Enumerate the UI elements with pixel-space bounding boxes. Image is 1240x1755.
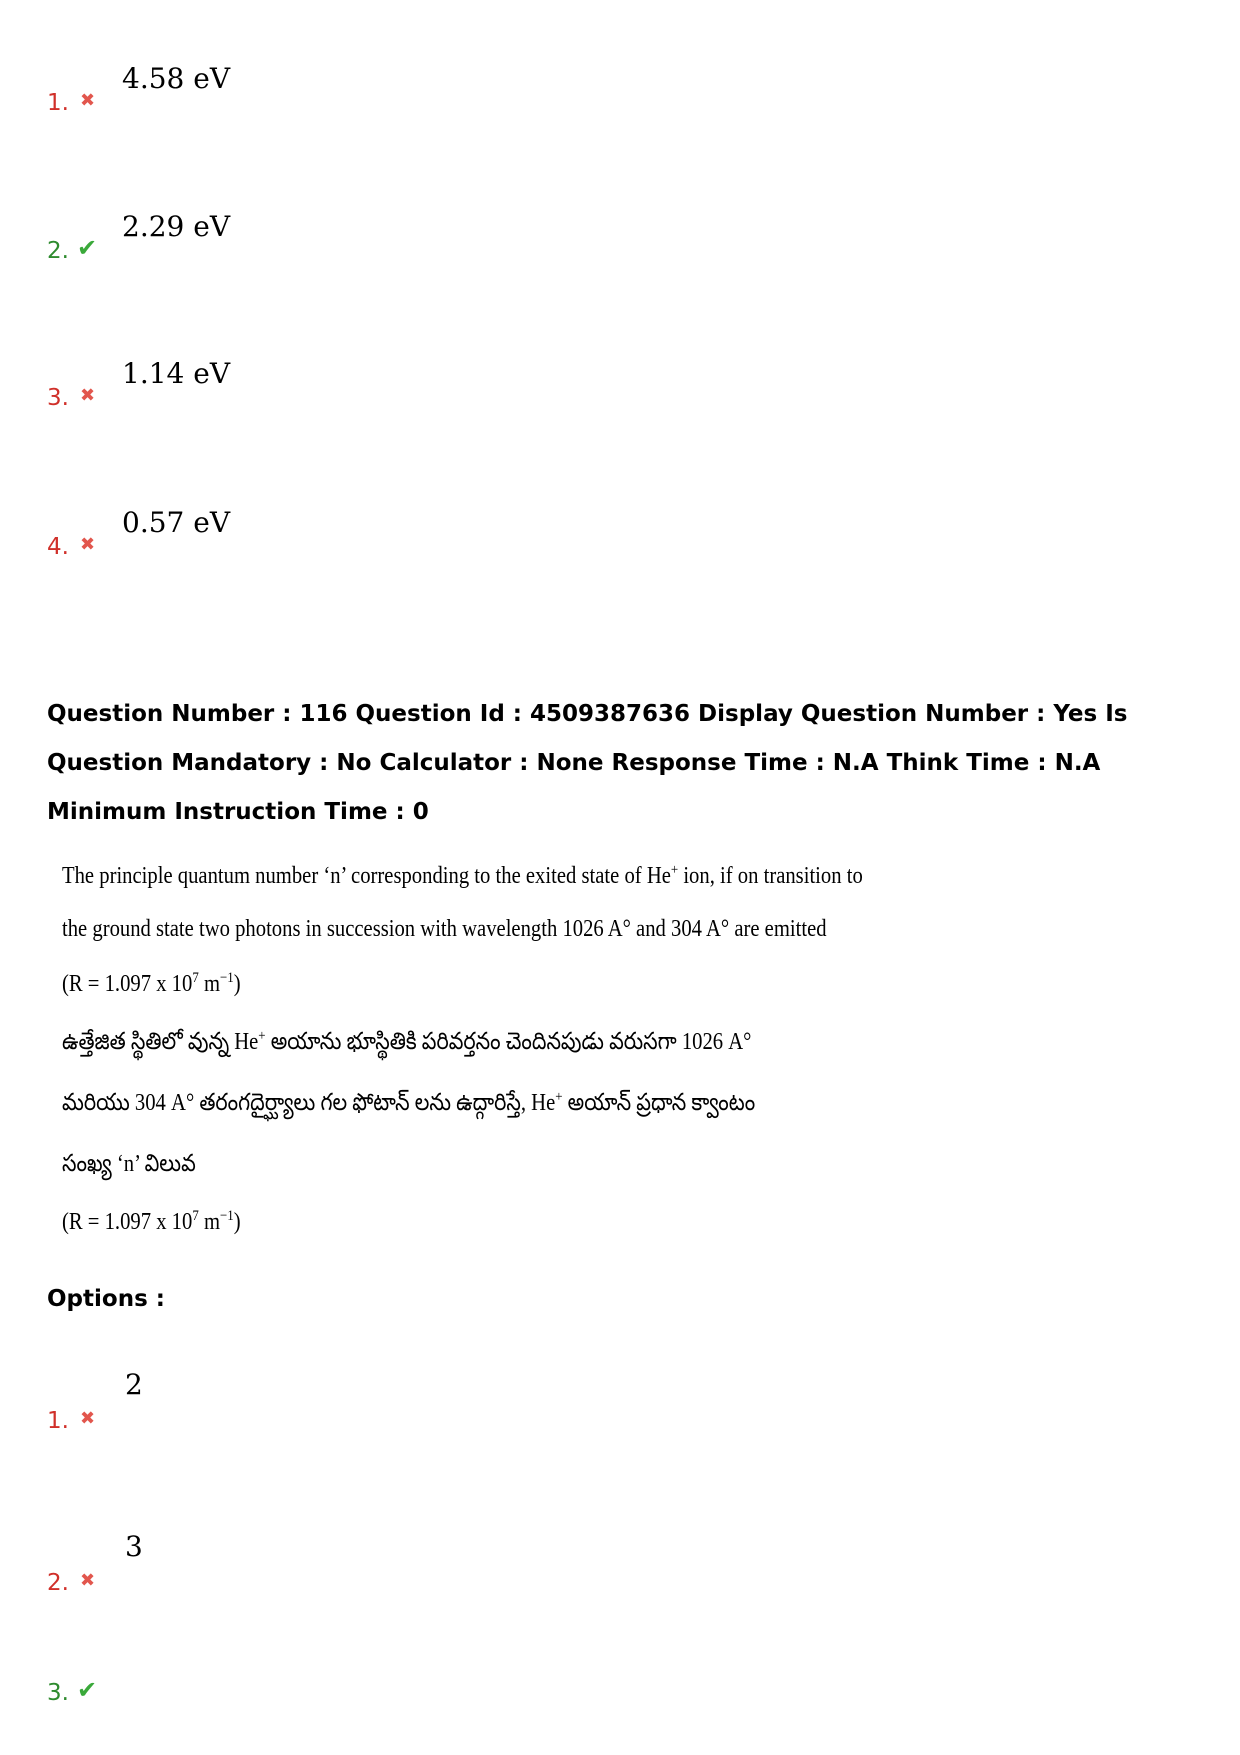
question-line-te-3: సంఖ్య ‘n’ విలువ	[62, 1151, 196, 1177]
check-icon: ✔	[77, 234, 98, 262]
option-number: 2.	[47, 1570, 69, 1596]
option-number: 4.	[47, 534, 69, 560]
option-number: 1.	[47, 90, 69, 116]
option-value: 2.29 eV	[122, 210, 231, 243]
cross-icon: ✖	[80, 1570, 96, 1591]
question-meta: Question Number : 116 Question Id : 4509387636 Display Question Number : Yes Is Question Mandatory : No Calculator : None Response Time : N.A Think Time : N.A Minimum Instruction Time : 0	[47, 701, 1128, 825]
constant-line-1: (R = 1.097 x $10^7$ $m^{-1}$)	[62, 970, 241, 997]
question-line-en-1: The principle quantum number ‘n’ corresponding to the exited state of He+ ion, if on transition to	[62, 862, 863, 889]
option-number: 3.	[47, 1680, 69, 1706]
option-value: 3	[125, 1530, 143, 1563]
cross-icon: ✖	[80, 90, 96, 111]
cross-icon: ✖	[80, 1408, 96, 1429]
constant-line-2: (R = 1.097 x $10^7$ $m^{-1}$)	[62, 1208, 241, 1235]
check-icon: ✔	[77, 1676, 98, 1704]
option-number: 3.	[47, 385, 69, 411]
option-value: 1.14 eV	[122, 357, 231, 390]
option-value: 4.58 eV	[122, 62, 231, 95]
prev-option-4	[47, 504, 647, 574]
question-line-te-2: మరియు 304 A° తరంగదైర్ఘ్యాలు గల ఫోటాన్ లను ఉద్గారిస్తే, He+ అయాన్ ప్రధాన క్వాంటం	[62, 1089, 756, 1116]
option-value: 2	[125, 1368, 143, 1401]
question-line-te-1: ఉత్తేజిత స్థితిలో వున్న He+ అయాను భూస్థితికి పరివర్తనం చెందినపుడు వరుసగా 1026 A°	[62, 1028, 752, 1055]
cross-icon: ✖	[80, 385, 96, 406]
question-line-en-2: the ground state two photons in succession with wavelength 1026 A° and 304 A° are emitted	[62, 916, 827, 942]
prev-option-3	[47, 355, 647, 425]
options-label: Options :	[47, 1286, 165, 1312]
cross-icon: ✖	[80, 534, 96, 555]
option-value: 0.57 eV	[122, 506, 231, 539]
option-3	[47, 1670, 647, 1730]
prev-option-1	[47, 60, 647, 130]
prev-option-2	[47, 208, 647, 278]
option-number: 1.	[47, 1408, 69, 1434]
option-number: 2.	[47, 238, 69, 264]
option-1	[47, 1368, 647, 1448]
option-2	[47, 1530, 647, 1610]
